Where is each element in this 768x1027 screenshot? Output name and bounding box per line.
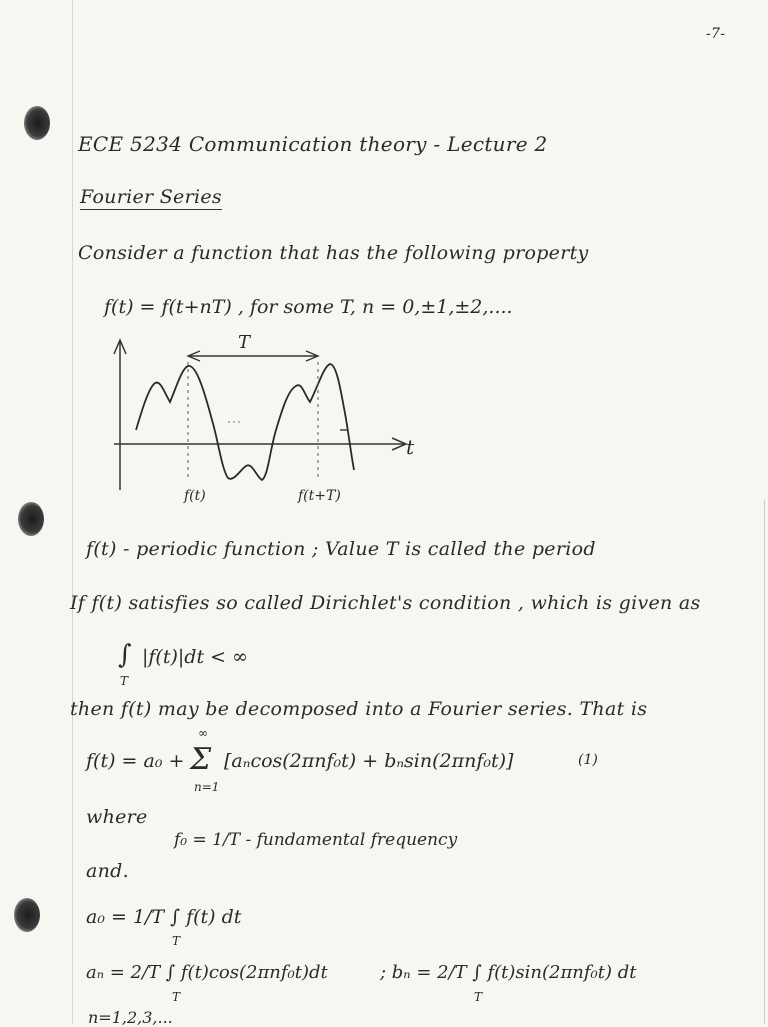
page-number: -7- bbox=[706, 26, 726, 42]
dirichlet-text: If f(t) satisfies so called Dirichlet's condition , which is given as bbox=[70, 592, 701, 614]
n-range: n=1,2,3,... bbox=[88, 1008, 173, 1027]
sum-upper-limit: ∞ bbox=[198, 726, 208, 740]
periodic-description: f(t) - periodic function ; Value T is called the period bbox=[86, 538, 596, 560]
intro-text: Consider a function that has the following property bbox=[78, 242, 589, 264]
property-equation: f(t) = f(t+nT) , for some T, n = 0,±1,±2,.... bbox=[104, 296, 513, 318]
equation-number: (1) bbox=[578, 752, 598, 768]
and-text: and. bbox=[86, 860, 129, 882]
sum-lower-limit: n=1 bbox=[194, 780, 220, 794]
an-integral-subscript: T bbox=[172, 990, 181, 1004]
bn-equation: ; bₙ = 2/T ∫ f(t)sin(2πnf₀t) dt bbox=[380, 962, 637, 983]
periodic-function-figure bbox=[100, 330, 430, 510]
a0-equation: a₀ = 1/T ∫ f(t) dt bbox=[86, 906, 242, 928]
dirichlet-integral-subscript: T bbox=[120, 674, 129, 688]
punch-hole bbox=[18, 502, 44, 536]
then-text: then f(t) may be decomposed into a Fourier series. That is bbox=[70, 698, 648, 720]
periodic-waveform bbox=[136, 364, 354, 480]
bn-integral-subscript: T bbox=[474, 990, 483, 1004]
where-text: where bbox=[86, 806, 148, 828]
f-t-label: f(t) bbox=[184, 488, 206, 504]
an-equation: aₙ = 2/T ∫ f(t)cos(2πnf₀t)dt bbox=[86, 962, 328, 983]
section-heading: Fourier Series bbox=[80, 186, 222, 208]
a0-integral-subscript: T bbox=[172, 934, 181, 948]
page-edge-line bbox=[764, 500, 765, 1024]
series-rhs: [aₙcos(2πnf₀t) + bₙsin(2πnf₀t)] bbox=[224, 750, 514, 772]
t-axis-label: t bbox=[406, 435, 415, 459]
punch-hole bbox=[14, 898, 40, 932]
period-label: T bbox=[238, 332, 251, 353]
punch-hole bbox=[24, 106, 50, 140]
sum-sign: Σ bbox=[190, 742, 212, 777]
margin-line bbox=[72, 0, 73, 1024]
dirichlet-equation: |f(t)|dt < ∞ bbox=[142, 646, 248, 668]
f-t-plus-T-label: f(t+T) bbox=[298, 488, 341, 504]
fundamental-frequency-eq: f₀ = 1/T - fundamental frequency bbox=[174, 830, 458, 850]
page-title: ECE 5234 Communication theory - Lecture 2 bbox=[78, 132, 548, 156]
integral-sign: ∫ bbox=[118, 640, 132, 670]
series-lhs: f(t) = a₀ + bbox=[86, 750, 185, 772]
